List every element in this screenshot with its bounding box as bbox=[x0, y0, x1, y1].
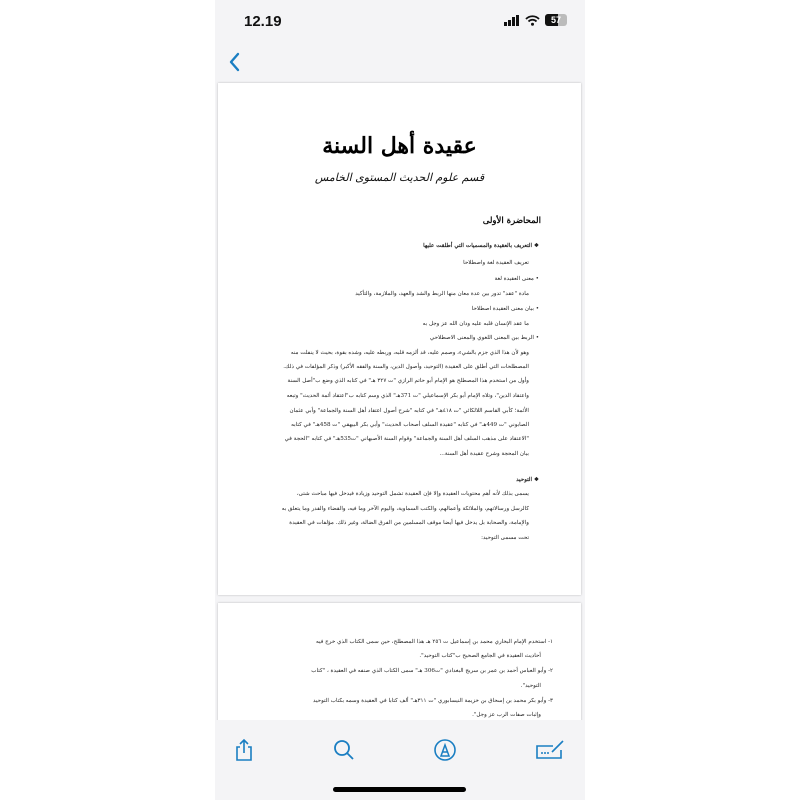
phone-screen bbox=[215, 0, 585, 800]
text-line: أحاديث العقيدة في الجامع الصحيح ب"كتاب التوحيد". bbox=[419, 653, 541, 659]
text-line: والإمامة، والصحابة بل يدخل فيها أيضا موقف المسلمين من الفرق الضالة، وغير ذلك. مؤلفات في العقيدة bbox=[289, 520, 529, 526]
text-line: كالرسل ورسالاتهم، والملائكة وأعمالهم، والكتب السماوية، واليوم الآخر وما فيه، والقضاء والقدر وما يتعلق به bbox=[281, 506, 529, 512]
text-line: ٢- وأبو العباس أحمد بن عمر بن سريج البغدادي "ت306 هـ" سمى الكتاب الذي صنفه في العقيدة ، "كتاب bbox=[311, 668, 553, 674]
bullet-line: • الربط بين المعنى اللغوي والمعنى الاصطلاحي bbox=[429, 335, 539, 341]
battery-icon bbox=[545, 14, 567, 26]
text-line: ١- استخدم الإمام البخاري محمد بن إسماعيل ت ٢٥٦ هـ هذا المصطلح، حين سمى الكتاب الذي خرج فيه bbox=[316, 639, 553, 645]
status-icons bbox=[504, 14, 567, 26]
wifi-icon bbox=[525, 15, 540, 26]
text-line: بيان المحجة وشرح عقيدة أهل السنة... bbox=[439, 451, 529, 457]
text-line: تعريف العقيدة لغة واصطلاحا bbox=[463, 260, 529, 266]
text-line: واعتقاد الدين"، وتلاه الإمام أبو بكر الإسماعيلي "ت 371هـ" الذي وسم كتابه ب"اعتقاد أئمة الحديث" وتبعه bbox=[286, 393, 529, 399]
text-line: الأئمة؛ كأبي القاسم اللالكائي "ت ٤١٨هـ" في كتابه "شرح أصول اعتقاد أهل السنة والجماعة" وأبي عثمان bbox=[289, 408, 529, 414]
text-line: تحت مسمى التوحيد: bbox=[481, 535, 529, 541]
signal-icon bbox=[504, 15, 520, 26]
search-icon[interactable] bbox=[332, 738, 356, 762]
home-indicator[interactable] bbox=[333, 787, 466, 792]
lecture-heading: المحاضرة الأولى bbox=[482, 216, 541, 226]
text-line: الصابوني "ت 449هـ" في كتابه "عقيدة السلف أصحاب الحديث" وأبي بكر البيهقي "ت 458هـ" في كتابه bbox=[291, 422, 529, 428]
text-line: يسمى بذلك لأنه أهم محتويات العقيدة وإلا فإن العقيدة تشمل التوحيد وزيادة فيدخل فيها مباحث شتى، bbox=[296, 491, 529, 497]
bullet-line: • معنى العقيدة لغة bbox=[494, 276, 539, 282]
bullet-line: • بيان معنى العقيدة اصطلاحا bbox=[471, 306, 539, 312]
text-line: وأول من استخدم هذا المصطلح هو الإمام أبو حاتم الرازي "ت ٣٢٧ هـ" في كتابه الذي وضع ب"أصل السنة bbox=[287, 378, 529, 384]
text-line: ما عقد الإنسان قلبه عليه ودان الله عز وجل به bbox=[422, 321, 529, 327]
battery-level: 57 bbox=[550, 15, 561, 25]
status-time: 12.19 bbox=[244, 13, 282, 30]
text-line: المصطلحات التي أطلق على العقيدة (التوحيد، وأصول الدين، والسنة والفقه الأكبر) وذكر المؤلفات في ذلك. bbox=[283, 364, 529, 370]
pdf-page-1 bbox=[218, 83, 581, 595]
markup-pen-icon[interactable] bbox=[433, 738, 457, 762]
section-heading: ❖ التوحيد bbox=[516, 477, 539, 483]
text-line: "الاعتقاد على مذهب السلف أهل السنة والجماعة" وقوام السنة الأصبهاني "ت535هـ" في كتابه "الحجة في bbox=[284, 436, 529, 442]
text-line: ٣- وأبو بكر محمد بن إسحاق بن خزيمة النيسابوري "ت ٣١١هـ" ألف كتابا في العقيدة وسمه بكتاب التوحيد bbox=[313, 698, 553, 704]
document-title: عقيدة أهل السنة bbox=[322, 133, 477, 159]
text-line: مادة "عقد" تدور بين عدة معان منها الربط والشد والعهد، والملازمة، والتأكيد bbox=[355, 291, 529, 297]
chevron-left-icon[interactable] bbox=[223, 50, 247, 74]
text-line: وهو لأن هذا الذي جزم بالشيء، وصمم عليه، قد ألزمه قلبه، وربطه عليه، وشده بقوة، بحيث لا ينفلت منه bbox=[290, 350, 529, 356]
section-heading: ❖ التعريف بالعقيدة والمسميات التي أطلقت عليها bbox=[423, 243, 539, 249]
text-line: التوحيد". bbox=[520, 683, 541, 689]
share-icon[interactable] bbox=[232, 738, 256, 762]
document-subtitle: قسم علوم الحديث المستوى الخامس bbox=[314, 171, 485, 184]
fill-sign-icon[interactable] bbox=[535, 738, 565, 762]
text-line: وإثبات صفات الرب عز وجل". bbox=[472, 712, 541, 718]
